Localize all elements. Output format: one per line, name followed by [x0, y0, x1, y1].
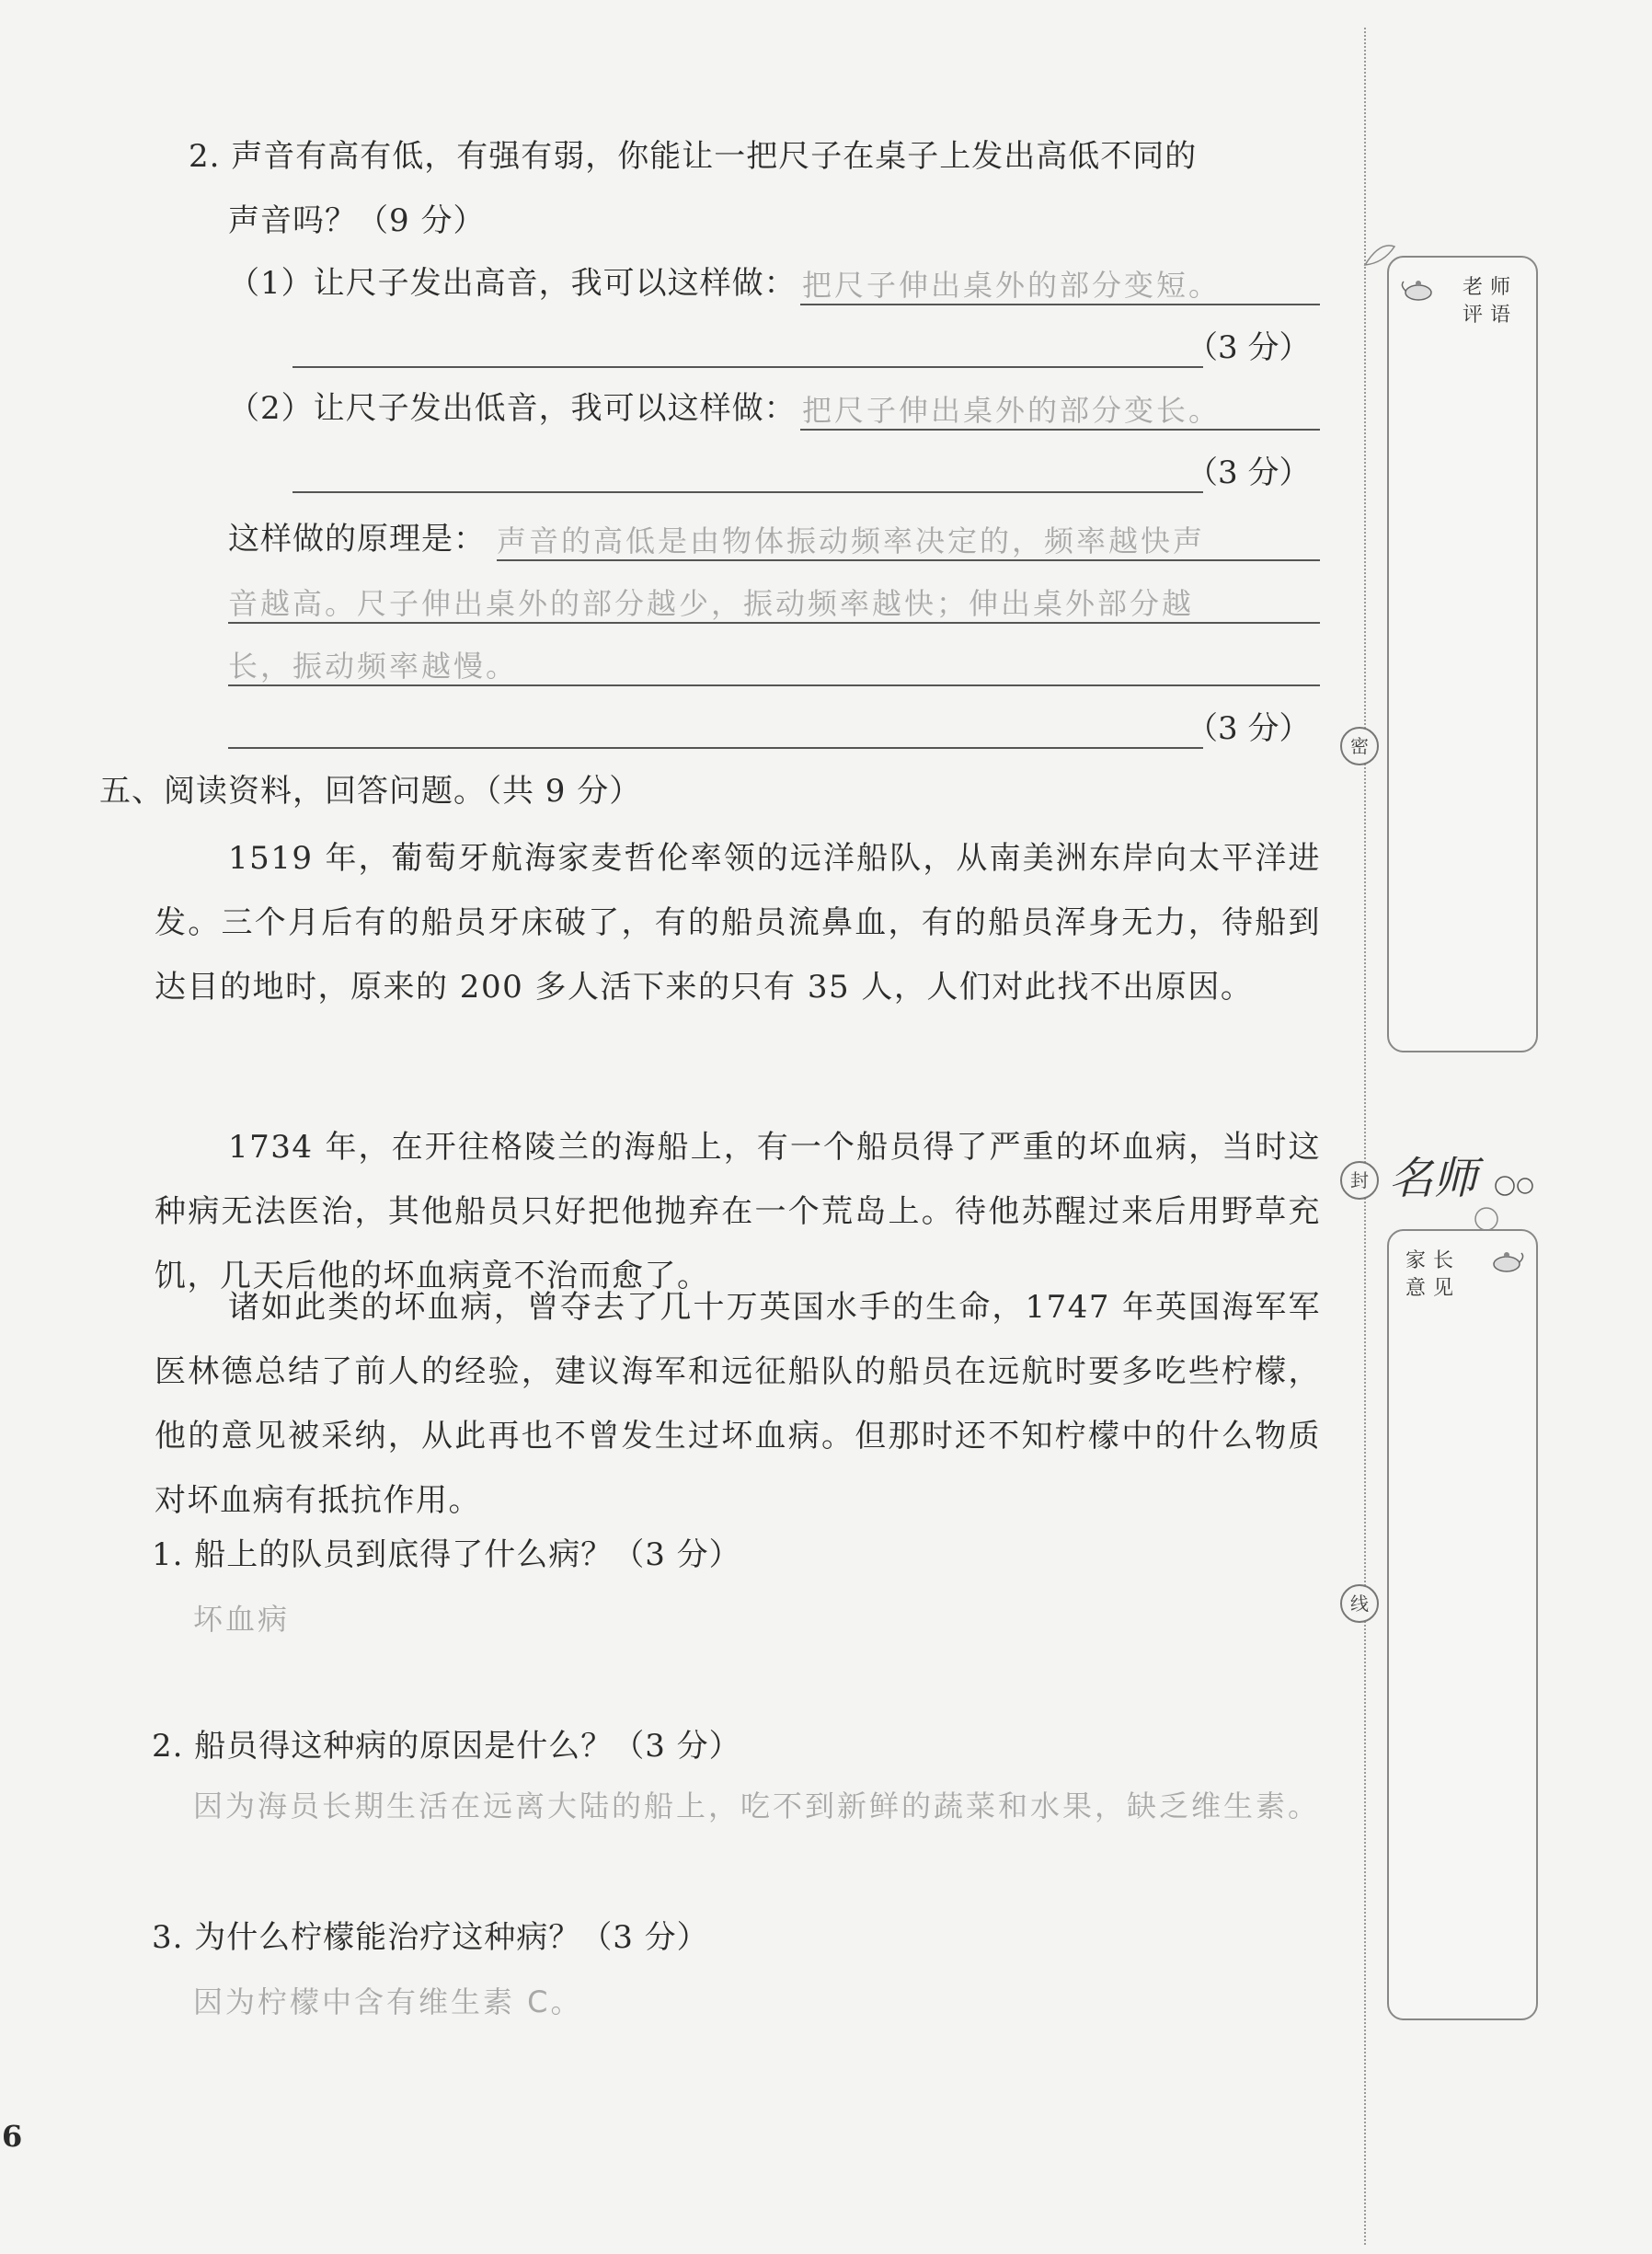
principle-answer-2: 音越高。尺子伸出桌外的部分越少，振动频率越快；伸出桌外部分越: [228, 586, 1195, 621]
sub1-blank-line: [293, 366, 1203, 368]
sub1-underline: [800, 304, 1320, 305]
passage-paragraph-2: 1734 年，在开往格陵兰的海船上，有一个船员得了严重的坏血病，当时这种病无法医治，其他船员只好把他抛弃在一个荒岛上。待他苏醒过来后用野草充饥，几天后他的坏血病竟不治而愈了。: [155, 1129, 1321, 1294]
sub1-prompt: （1）让尺子发出高音，我可以这样做：: [228, 265, 797, 302]
brand-logo-graphic: [1385, 1145, 1542, 1210]
section5-heading: 五、阅读资料，回答问题。（共 9 分）: [99, 773, 642, 810]
principle-answer-1: 声音的高低是由物体振动频率决定的，频率越快声: [497, 523, 1206, 558]
seal-mark-middle: 封: [1340, 1161, 1379, 1200]
q2-text-line1: 2. 声音有高有低，有强有弱，你能让一把尺子在桌子上发出高低不同的: [189, 138, 1198, 175]
principle-prompt: 这样做的原理是：: [228, 521, 486, 558]
question-3: 3. 为什么柠檬能治疗这种病？（3 分）: [152, 1919, 709, 1956]
sub2-score: （3 分）: [1187, 454, 1311, 491]
passage-paragraph-1: 1519 年，葡萄牙航海家麦哲伦率领的远洋船队，从南美洲东岸向太平洋进发。三个月后有的船员牙床破了，有的船员流鼻血，有的船员浑身无力，待船到达目的地时，原来的 200 多人活下来的只有 35 人，人们对此找不出原因。: [155, 840, 1321, 1006]
answer-3: 因为柠檬中含有维生素 C。: [193, 1984, 583, 2019]
q2-text-line2: 声音吗？（9 分）: [228, 202, 486, 239]
teacher-comment-title: 老师评语: [1463, 276, 1519, 327]
principle-underline-3: [228, 684, 1320, 686]
svg-text:名师: 名师: [1389, 1153, 1478, 1204]
page-number: 6: [2, 2119, 24, 2154]
question-2: 2. 船员得这种病的原因是什么？（3 分）: [152, 1728, 741, 1765]
teapot-icon: [1400, 276, 1437, 302]
sub1-answer: 把尺子伸出桌外的部分变短。: [802, 268, 1222, 303]
sub2-answer: 把尺子伸出桌外的部分变长。: [802, 393, 1222, 428]
seal-mark-bottom: 线: [1340, 1584, 1379, 1623]
question-1: 1. 船上的队员到底得了什么病？（3 分）: [152, 1536, 741, 1573]
binding-dotted-line: [1364, 28, 1366, 2245]
leaf-decoration-icon: [1468, 1205, 1505, 1233]
parent-comment-box[interactable]: [1387, 1229, 1538, 2020]
passage-paragraph-3: 诸如此类的坏血病，曾夺去了几十万英国水手的生命，1747 年英国海军军医林德总结了前人的经验，建议海军和远征船队的船员在远航时要多吃些柠檬，他的意见被采纳，从此再也不曾发生过坏血病。但那时还不知柠檬中的什么物质对坏血病有抵抗作用。: [155, 1289, 1321, 1519]
sub1-score: （3 分）: [1187, 329, 1311, 366]
sub2-blank-line: [293, 491, 1203, 493]
sub2-prompt: （2）让尺子发出低音，我可以这样做：: [228, 390, 797, 427]
principle-underline-1: [497, 559, 1320, 561]
sub2-underline: [800, 429, 1320, 431]
answer-2: 因为海员长期生活在远离大陆的船上，吃不到新鲜的蔬菜和水果，缺乏维生素。: [193, 1788, 1321, 1823]
teapot-icon: [1488, 1248, 1525, 1273]
parent-comment-title: 家长意见: [1405, 1249, 1462, 1300]
answer-1: 坏血病: [193, 1602, 291, 1637]
seal-mark-top: 密: [1340, 727, 1379, 765]
teacher-comment-box[interactable]: [1387, 256, 1538, 1052]
principle-underline-2: [228, 622, 1320, 624]
principle-score: （3 分）: [1187, 710, 1311, 747]
leaf-decoration-icon: [1361, 241, 1398, 269]
principle-underline-4: [228, 747, 1203, 749]
principle-answer-3: 长，振动频率越慢。: [228, 649, 519, 684]
brand-logo: [1385, 1145, 1542, 1210]
